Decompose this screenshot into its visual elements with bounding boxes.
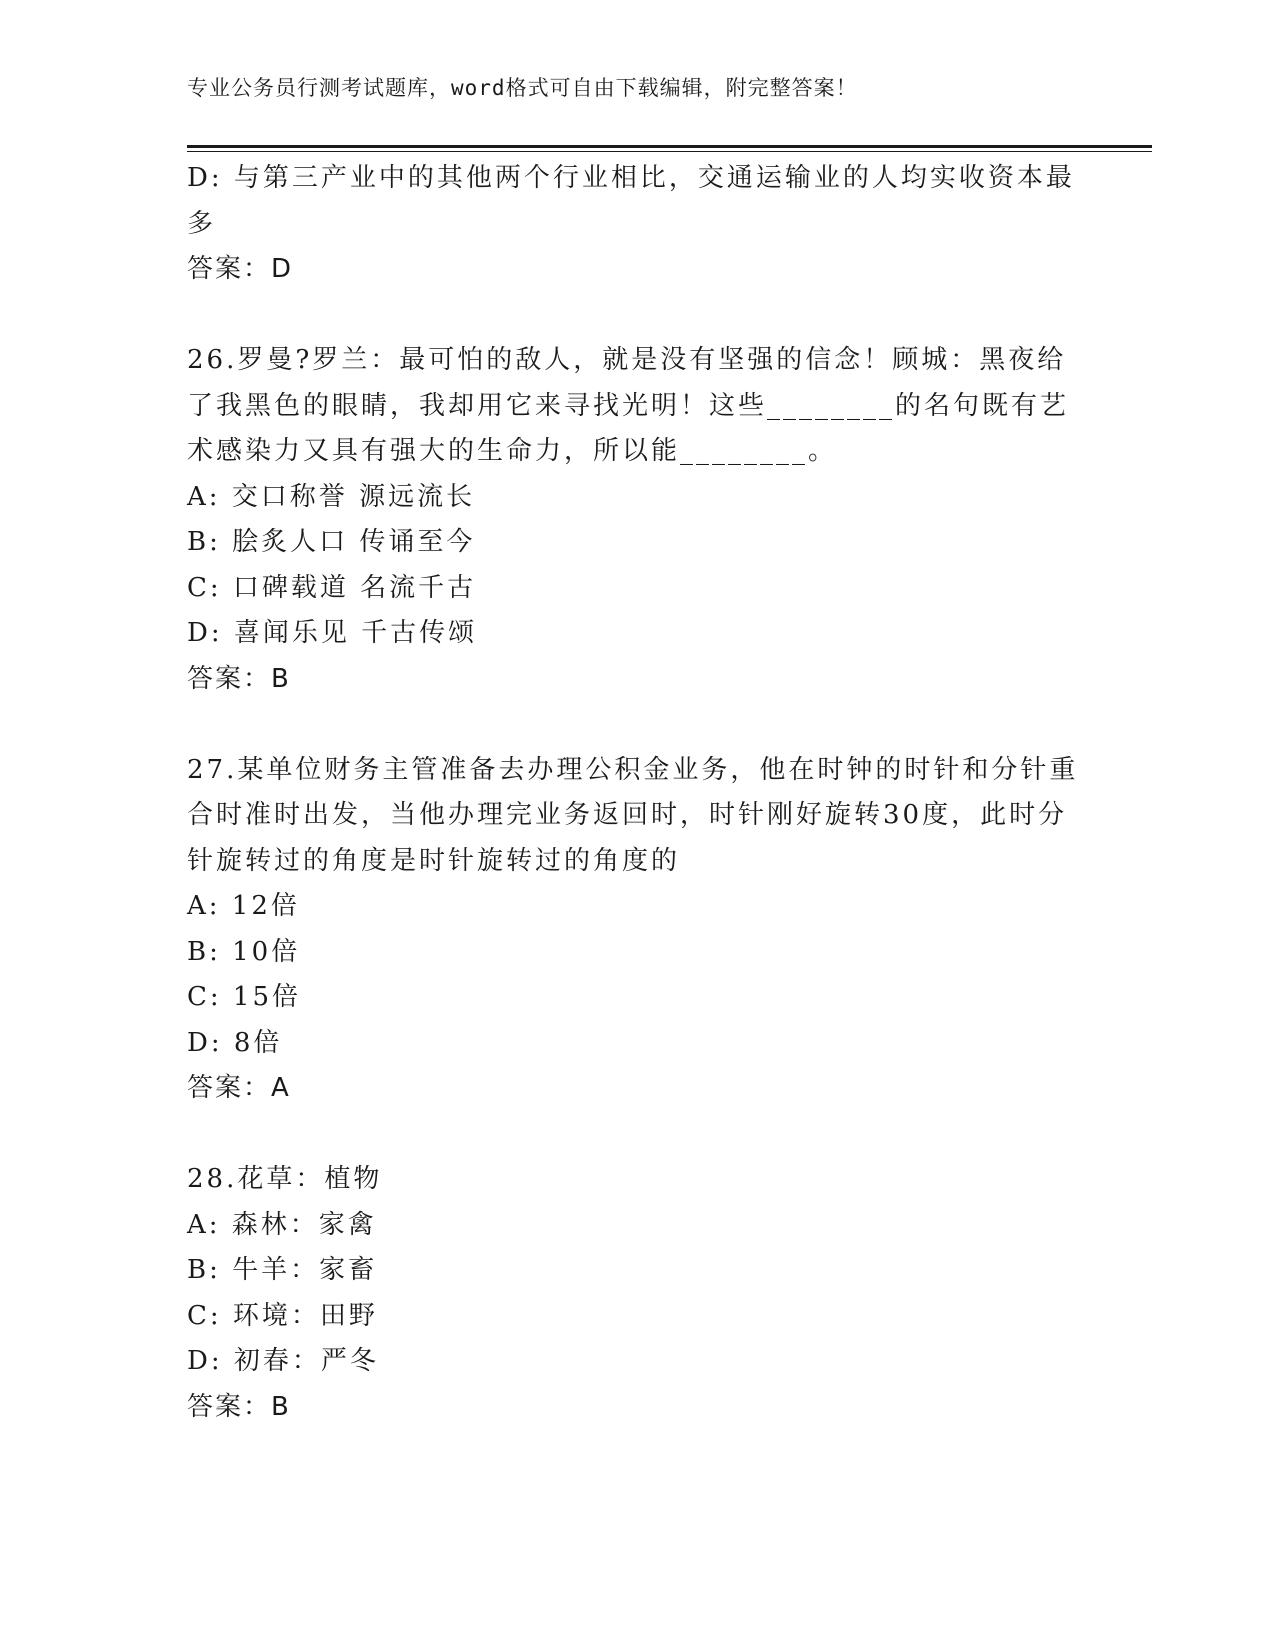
answer-line: 答案：D — [187, 254, 294, 284]
question-26 — [187, 338, 1087, 702]
option-b: B: 脍炙人口 传诵至今 — [187, 527, 476, 557]
answer-line: 答案：A — [187, 1073, 291, 1103]
option-d-continued: 多 — [187, 208, 217, 239]
page-header: 专业公务员行测考试题库，word格式可自由下载编辑，附完整答案！ — [187, 76, 858, 100]
answer-line: 答案：B — [187, 1391, 291, 1422]
question-stem: 针旋转过的角度是时针旋转过的角度的 — [187, 845, 681, 876]
option-b: B: 10倍 — [187, 936, 301, 967]
option-a: A: 12倍 — [187, 891, 300, 921]
header-rule-thin — [187, 151, 1152, 152]
spacer — [187, 702, 1087, 748]
question-27 — [187, 748, 1087, 1112]
question-stem: 合时准时出发，当他办理完业务返回时，时针刚好旋转30度，此时分 — [187, 800, 1068, 830]
spacer — [187, 293, 1087, 339]
option-a: A: 交口称誉 源远流长 — [187, 481, 476, 512]
header-rule-thick — [187, 145, 1152, 148]
option-c: C: 15倍 — [187, 982, 302, 1012]
answer-line: 答案：B — [187, 663, 291, 694]
option-a: A: 森林：家禽 — [187, 1209, 377, 1240]
question-stem: 28.花草：植物 — [187, 1164, 383, 1194]
option-d: D: 喜闻乐见 千古传颂 — [187, 618, 478, 648]
spacer — [187, 1112, 1087, 1158]
question-stem: 术感染力又具有强大的生命力，所以能________。 — [187, 436, 838, 466]
option-d: D: 8倍 — [187, 1027, 283, 1058]
option-d: D: 初春：严冬 — [187, 1346, 379, 1376]
question-25-tail — [187, 156, 1087, 293]
option-c: C: 口碑载道 名流千古 — [187, 572, 477, 603]
question-28 — [187, 1157, 1087, 1430]
option-b: B: 牛羊：家畜 — [187, 1255, 378, 1285]
option-c: C: 环境：田野 — [187, 1300, 378, 1331]
question-stem: 了我黑色的眼睛，我却用它来寻找光明！这些________的名句既有艺 — [187, 390, 1070, 421]
option-d: D: 与第三产业中的其他两个行业相比，交通运输业的人均实收资本最 — [187, 163, 1075, 193]
question-stem: 26.罗曼?罗兰：最可怕的敌人，就是没有坚强的信念！顾城：黑夜给 — [187, 345, 1067, 375]
question-content — [187, 156, 1087, 1430]
question-stem: 27.某单位财务主管准备去办理公积金业务，他在时钟的时针和分针重 — [187, 754, 1079, 785]
